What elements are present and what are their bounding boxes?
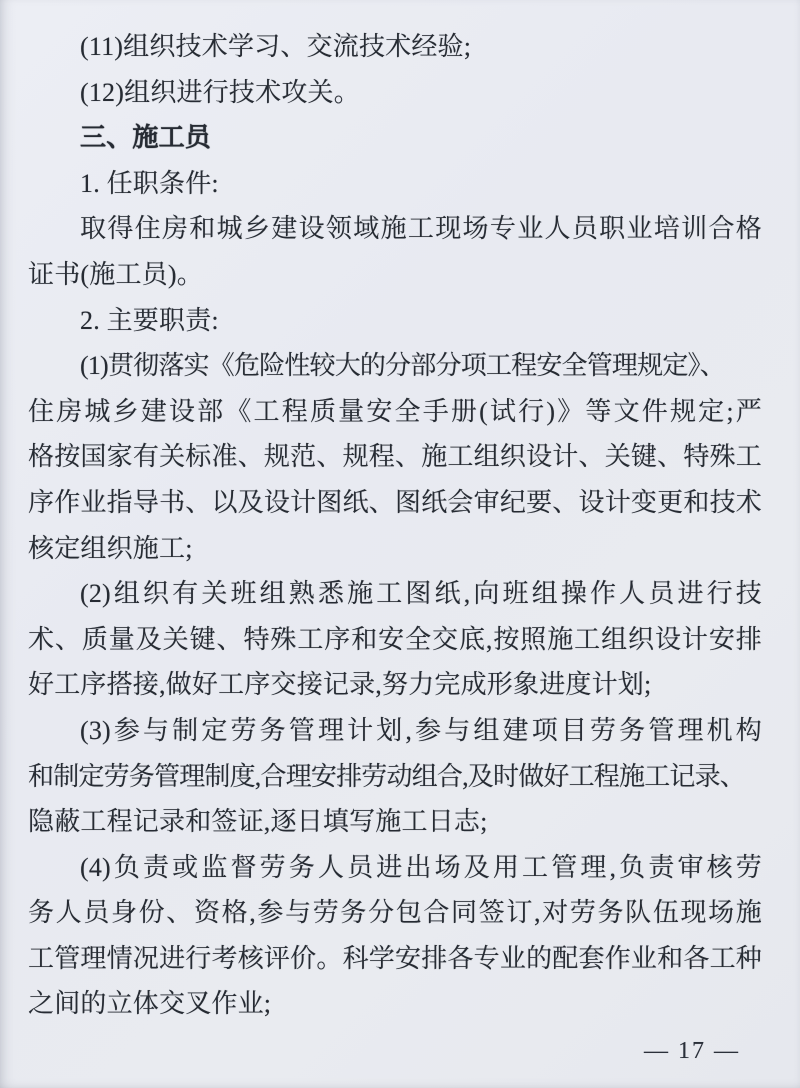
text-line-item-2: (2)组织有关班组熟悉施工图纸,向班组操作人员进行技 (80, 579, 762, 609)
text-line: 取得住房和城乡建设领域施工现场专业人员职业培训合格 (80, 214, 762, 244)
text-line-item-1: (1)贯彻落实《危险性较大的分部分项工程安全管理规定》、 (80, 351, 725, 381)
text-line: 术、质量及关键、特殊工序和安全交底,按照施工组织设计安排 (28, 624, 762, 654)
text-line: 核定组织施工; (28, 533, 193, 563)
text-line: 工管理情况进行考核评价。科学安排各专业的配套作业和各工种 (28, 943, 762, 973)
text-line: 序作业指导书、以及设计图纸、图纸会审纪要、设计变更和技术 (28, 487, 762, 517)
subsection-heading-1: 1. 任职条件: (80, 168, 219, 198)
text-line: 和制定劳务管理制度,合理安排劳动组合,及时做好工程施工记录、 (28, 761, 746, 791)
text-line: 务人员身份、资格,参与劳务分包合同签订,对劳务队伍现场施 (28, 898, 762, 928)
text-line: 之间的立体交叉作业; (28, 989, 272, 1019)
text-line: 隐蔽工程记录和签证,逐日填写施工日志; (28, 807, 488, 837)
text-line-item-4: (4)负责或监督劳务人员进出场及用工管理,负责审核劳 (80, 852, 762, 882)
document-text-block (28, 24, 762, 1027)
section-heading: 三、施工员 (80, 123, 212, 153)
text-line-item-11: (11)组织技术学习、交流技术经验; (80, 32, 472, 61)
text-line: 好工序搭接,做好工序交接记录,努力完成形象进度计划; (28, 670, 652, 700)
subsection-heading-2: 2. 主要职责: (80, 305, 219, 335)
text-line: 住房城乡建设部《工程质量安全手册(试行)》等文件规定;严 (28, 396, 762, 426)
text-line: 证书(施工员)。 (28, 259, 203, 289)
text-line-item-3: (3)参与制定劳务管理计划,参与组建项目劳务管理机构 (80, 715, 762, 745)
text-line-item-12: (12)组织进行技术攻关。 (80, 77, 360, 107)
page-number: — 17 — (644, 1038, 740, 1064)
text-line: 格按国家有关标准、规范、规程、施工组织设计、关键、特殊工 (28, 442, 762, 472)
